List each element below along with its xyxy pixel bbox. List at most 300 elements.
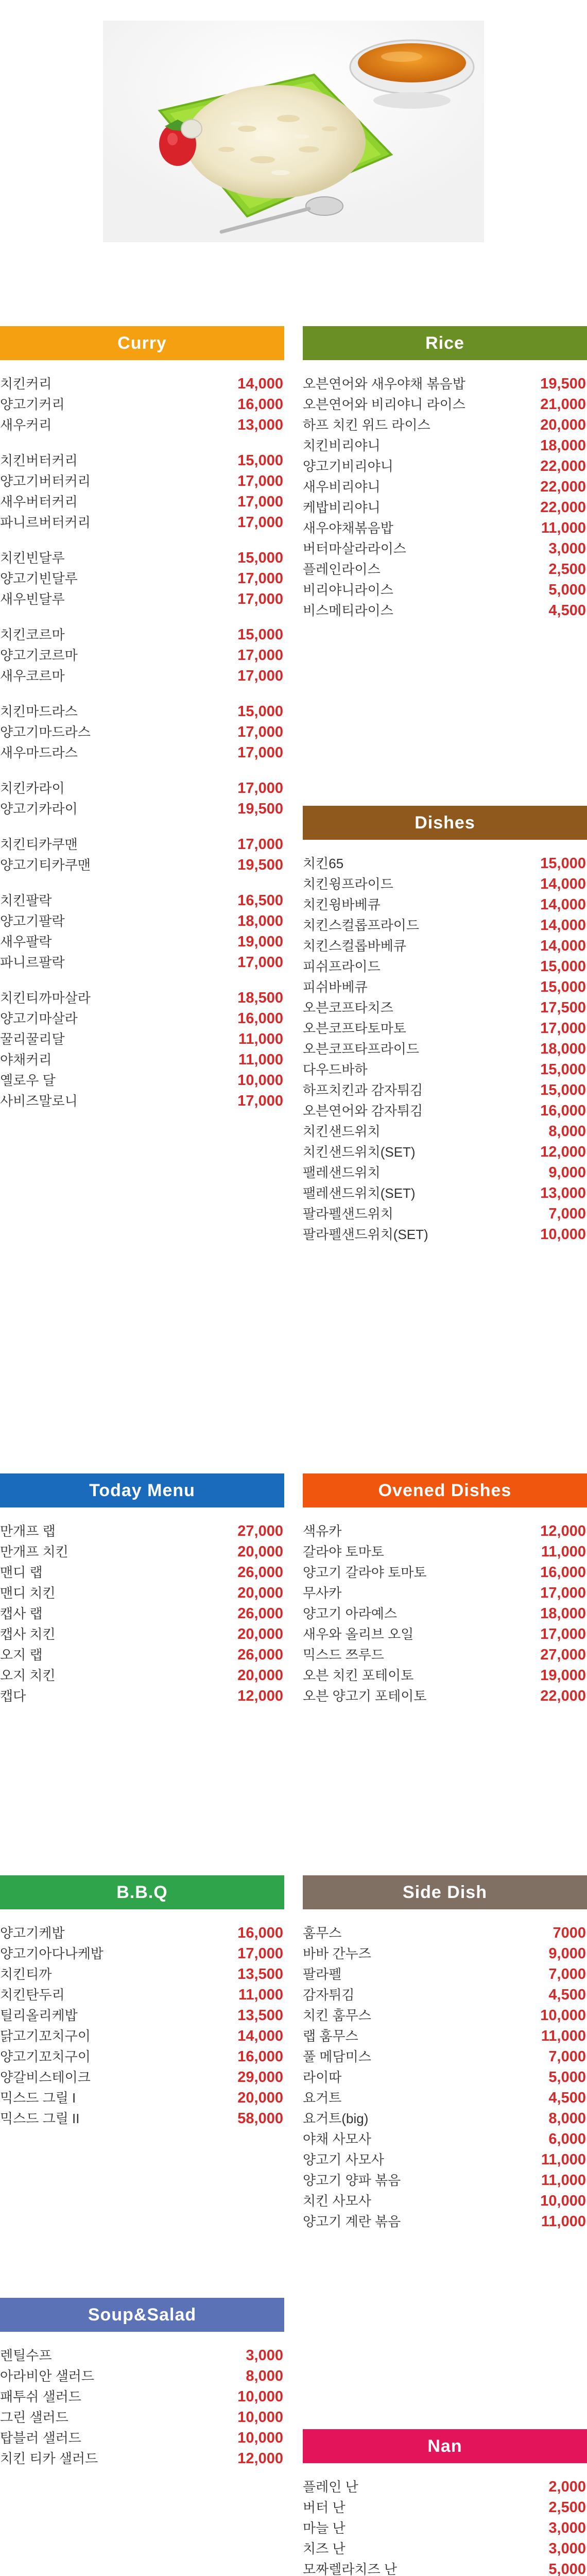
menu-item-price: 22,000	[540, 458, 586, 474]
menu-item-name: 양고기마살라	[0, 1011, 78, 1026]
menu-item-name: 치킨커리	[0, 376, 52, 392]
menu-item	[303, 1583, 587, 1603]
menu-item-price: 2,500	[548, 561, 586, 578]
menu-item-price: 17,000	[540, 1626, 586, 1642]
menu-item	[0, 799, 284, 819]
menu-item-name: 양갈비스테이크	[0, 2070, 91, 2085]
menu-item	[303, 1943, 587, 1964]
menu-item-name: 야채커리	[0, 1052, 52, 1067]
menu-item-name: 오븐연어와 비리야니 라이스	[303, 397, 465, 412]
menu-item-price: 17,000	[237, 744, 283, 761]
menu-item-name: 양고기비리야니	[303, 459, 393, 474]
menu-item-name: 치킨샌드위치	[303, 1124, 381, 1139]
menu-item	[303, 997, 587, 1018]
menu-item	[0, 1985, 284, 2005]
menu-item-name: 치킨빈달루	[0, 550, 65, 566]
menu-item-name: 오븐코프타치즈	[303, 1000, 393, 1015]
menu-item-price: 10,000	[237, 2409, 283, 2426]
menu-item	[0, 450, 284, 471]
group-spacer	[0, 819, 284, 834]
menu-item-price: 17,500	[540, 999, 586, 1016]
menu-item-price: 11,000	[541, 520, 586, 536]
group-spacer	[0, 973, 284, 988]
menu-item-name: 치킨스컬롭바베큐	[303, 938, 406, 954]
menu-item-price: 16,000	[540, 1564, 586, 1581]
menu-item-name: 팔라펠샌드위치(SET)	[303, 1227, 428, 1242]
menu-item-name: 치킨윙바베큐	[303, 897, 381, 912]
menu-item-list	[0, 374, 284, 1111]
menu-item-name: 양고기 양파 볶음	[303, 2173, 401, 2188]
menu-item-name: 버터 난	[303, 2500, 346, 2515]
menu-item	[0, 624, 284, 645]
menu-item-name: 하프 치킨 위드 라이스	[303, 417, 430, 433]
menu-item-price: 18,500	[237, 990, 283, 1006]
section-soup-salad	[0, 2298, 284, 2469]
menu-item	[303, 936, 587, 956]
menu-item-price: 19,000	[237, 934, 283, 950]
menu-item	[0, 2046, 284, 2067]
menu-item-list	[0, 1923, 284, 2129]
menu-item-name: 비리야니라이스	[303, 582, 393, 598]
menu-item	[303, 2149, 587, 2170]
menu-item-name: 패투쉬 샐러드	[0, 2389, 81, 2404]
menu-item-name: 치킨버터커리	[0, 453, 78, 468]
menu-item-price: 3,000	[548, 540, 586, 557]
menu-item-name: 새우와 올리브 오일	[303, 1626, 414, 1642]
menu-item-price: 20,000	[237, 1626, 283, 1642]
menu-item-name: 오븐 치킨 포테이토	[303, 1668, 414, 1683]
menu-item	[0, 1562, 284, 1583]
menu-item-price: 19,500	[237, 801, 283, 817]
menu-item-name: 오지 치킨	[0, 1668, 56, 1683]
menu-item	[303, 497, 587, 518]
menu-item-price: 17,000	[237, 591, 283, 607]
menu-item-price: 17,000	[237, 836, 283, 853]
menu-item	[303, 2026, 587, 2046]
menu-item-name: 치킨 티카 샐러드	[0, 2451, 98, 2466]
menu-item-price: 13,000	[540, 1185, 586, 1201]
group-spacer	[0, 609, 284, 624]
menu-item-name: 요거트	[303, 2090, 342, 2106]
menu-item-price: 16,000	[237, 1925, 283, 1941]
menu-item-name: 오븐코프타토마토	[303, 1021, 406, 1036]
menu-item	[303, 1541, 587, 1562]
menu-item-name: 양고기팔락	[0, 913, 65, 929]
menu-item	[0, 1665, 284, 1686]
menu-item	[0, 2366, 284, 2386]
menu-item	[0, 2448, 284, 2469]
section-side-dish	[303, 1875, 587, 2232]
menu-item-price: 4,500	[548, 602, 586, 619]
menu-item-name: 피쉬바베큐	[303, 979, 368, 995]
menu-item	[0, 1583, 284, 1603]
menu-item-price: 27,000	[540, 1647, 586, 1663]
menu-item-price: 15,000	[540, 1082, 586, 1098]
menu-item-price: 13,000	[237, 417, 283, 433]
menu-item	[303, 2067, 587, 2088]
section-rice	[303, 326, 587, 621]
menu-item-price: 11,000	[541, 2213, 586, 2230]
menu-item-price: 22,000	[540, 479, 586, 495]
menu-item	[0, 568, 284, 589]
menu-item-name: 믹스드 쯔루드	[303, 1647, 384, 1663]
menu-item-price: 5,000	[548, 582, 586, 598]
menu-item-name: 치킨티까마살라	[0, 990, 91, 1006]
menu-item-price: 20,000	[237, 1585, 283, 1601]
section-title-side-dish: Side Dish	[303, 1875, 587, 1909]
group-spacer	[0, 763, 284, 778]
menu-item-name: 새우야채볶음밥	[303, 520, 393, 536]
menu-item-name: 파니르버터커리	[0, 515, 91, 530]
menu-item	[303, 1162, 587, 1183]
menu-item-list	[303, 374, 587, 621]
menu-item	[0, 1943, 284, 1964]
menu-item-price: 12,000	[540, 1523, 586, 1539]
menu-item-price: 2,000	[548, 2479, 586, 2495]
menu-item	[0, 742, 284, 763]
group-spacer	[0, 875, 284, 890]
menu-item-price: 17,000	[237, 954, 283, 971]
menu-item-name: 닭고기꼬치구이	[0, 2028, 91, 2044]
section-title-soup-salad: Soup&Salad	[0, 2298, 284, 2332]
menu-item-price: 16,000	[237, 2048, 283, 2065]
menu-item	[303, 2477, 587, 2497]
menu-item	[303, 559, 587, 580]
menu-item-name: 오븐연어와 감자튀김	[303, 1103, 423, 1118]
group-spacer	[0, 686, 284, 701]
menu-item-name: 양고기 사모사	[303, 2152, 384, 2167]
menu-item-name: 다우드바하	[303, 1062, 368, 1077]
menu-item-name: 새우팔락	[0, 934, 52, 950]
menu-item	[0, 2088, 284, 2108]
menu-item	[303, 1645, 587, 1665]
menu-item-name: 옐로우 달	[0, 1073, 56, 1088]
menu-item-price: 58,000	[237, 2110, 283, 2127]
menu-item	[303, 1624, 587, 1645]
menu-item-price: 17,000	[540, 1585, 586, 1601]
menu-item-price: 15,000	[237, 703, 283, 720]
menu-item-price: 17,000	[237, 473, 283, 489]
menu-item	[0, 1645, 284, 1665]
menu-item	[0, 952, 284, 973]
menu-item-price: 16,500	[237, 892, 283, 909]
menu-item	[303, 2497, 587, 2518]
menu-item-price: 10,000	[540, 1226, 586, 1243]
menu-item-name: 풀 메담미스	[303, 2049, 371, 2064]
menu-item	[303, 1204, 587, 1224]
menu-item-name: 양고기꼬치구이	[0, 2049, 91, 2064]
menu-item-name: 모짜렐라치즈 난	[303, 2562, 398, 2576]
menu-item-name: 랩 훔무스	[303, 2028, 358, 2044]
menu-item-name: 양고기 갈라야 토마토	[303, 1565, 427, 1580]
menu-item	[303, 1059, 587, 1080]
menu-item	[303, 435, 587, 456]
section-title-nan: Nan	[303, 2429, 587, 2463]
section-title-rice: Rice	[303, 326, 587, 360]
menu-item-name: 치킨마드라스	[0, 704, 78, 719]
menu-item	[303, 518, 587, 538]
menu-item-name: 치킨스컬롭프라이드	[303, 918, 420, 933]
menu-item-name: 팰레샌드위치(SET)	[303, 1185, 416, 1201]
menu-item-name: 야채 사모사	[303, 2131, 371, 2147]
menu-item-price: 17,000	[237, 514, 283, 531]
menu-item-name: 치킨비리야니	[303, 438, 381, 453]
menu-item-name: 라이따	[303, 2070, 342, 2085]
menu-item-name: 양고기버터커리	[0, 473, 91, 489]
menu-item-price: 10,000	[540, 2193, 586, 2209]
menu-item	[0, 512, 284, 533]
menu-item-price: 19,000	[540, 1667, 586, 1684]
menu-item-name: 새우코르마	[0, 668, 65, 684]
menu-item-price: 9,000	[548, 1945, 586, 1962]
menu-item-price: 15,000	[237, 452, 283, 469]
menu-item	[303, 580, 587, 600]
menu-item-name: 감자튀김	[303, 1987, 355, 2003]
menu-item	[0, 2386, 284, 2407]
menu-item-price: 6,000	[548, 2131, 586, 2147]
menu-item-price: 15,000	[237, 550, 283, 566]
menu-item	[303, 600, 587, 621]
menu-item	[303, 1923, 587, 1943]
menu-item	[303, 1686, 587, 1706]
menu-item	[0, 415, 284, 435]
menu-item	[0, 890, 284, 911]
menu-item-price: 2,500	[548, 2499, 586, 2516]
menu-item-price: 7,000	[548, 1206, 586, 1222]
menu-item-name: 치킨샌드위치(SET)	[303, 1144, 416, 1160]
menu-item-price: 11,000	[541, 2028, 586, 2044]
menu-item-price: 3,000	[246, 2347, 283, 2364]
menu-item-price: 14,000	[237, 2028, 283, 2044]
menu-item-name: 렌틸수프	[0, 2348, 52, 2363]
menu-item-name: 믹스드 그릴 I	[0, 2090, 76, 2106]
menu-item-price: 11,000	[238, 1031, 283, 1047]
menu-item	[0, 2108, 284, 2129]
menu-item-name: 캡사 치킨	[0, 1626, 56, 1642]
menu-item-price: 17,000	[540, 1020, 586, 1037]
menu-item-price: 26,000	[237, 1605, 283, 1622]
group-spacer	[0, 533, 284, 548]
menu-item-name: 그린 샐러드	[0, 2410, 68, 2425]
menu-item-price: 12,000	[237, 1688, 283, 1704]
menu-item-price: 5,000	[548, 2561, 586, 2576]
menu-item	[303, 2088, 587, 2108]
menu-item	[0, 471, 284, 492]
menu-item-price: 20,000	[237, 1544, 283, 1560]
menu-item	[303, 2538, 587, 2559]
menu-item	[303, 1100, 587, 1121]
menu-item-price: 5,000	[548, 2069, 586, 2086]
menu-item-name: 새우비리야니	[303, 479, 381, 495]
menu-item	[303, 956, 587, 977]
menu-item-price: 15,000	[540, 979, 586, 995]
menu-item-price: 4,500	[548, 2090, 586, 2106]
menu-item	[303, 1039, 587, 1059]
menu-item-price: 10,000	[540, 2007, 586, 2024]
menu-item	[0, 1049, 284, 1070]
menu-item-name: 양고기커리	[0, 397, 65, 412]
menu-item	[0, 2005, 284, 2026]
menu-item-name: 무사카	[303, 1585, 342, 1601]
menu-item-name: 오븐연어와 새우야채 볶음밥	[303, 376, 465, 392]
menu-item	[0, 2407, 284, 2428]
menu-item-price: 8,000	[548, 1123, 586, 1140]
rice-plate-illustration	[0, 0, 587, 289]
section-curry	[0, 326, 284, 1111]
menu-item-name: 케밥비리야니	[303, 500, 381, 515]
menu-item-price: 8,000	[548, 2110, 586, 2127]
menu-item-name: 양고기빈달루	[0, 571, 78, 586]
menu-item	[303, 394, 587, 415]
menu-item-name: 치킨탄두리	[0, 1987, 65, 2003]
menu-item-price: 14,000	[540, 938, 586, 954]
menu-item-name: 양고기아다나케밥	[0, 1946, 103, 1961]
menu-item-name: 치킨윙프라이드	[303, 876, 393, 892]
menu-item-name: 새우마드라스	[0, 745, 78, 760]
group-spacer	[0, 435, 284, 450]
menu-item	[303, 1018, 587, 1039]
menu-item-name: 요거트(big)	[303, 2111, 369, 2126]
menu-item-price: 15,000	[540, 958, 586, 975]
menu-item	[303, 1121, 587, 1142]
menu-item	[303, 2518, 587, 2538]
menu-item-price: 13,500	[237, 1966, 283, 1982]
menu-item-name: 새우빈달루	[0, 591, 65, 607]
menu-item-name: 팰레샌드위치	[303, 1165, 381, 1180]
menu-item-name: 플레인 난	[303, 2479, 358, 2495]
menu-item-name: 버터마살라라이스	[303, 541, 406, 556]
menu-item	[0, 701, 284, 722]
menu-item-price: 17,000	[237, 570, 283, 587]
menu-item-price: 22,000	[540, 1688, 586, 1704]
menu-item-name: 틸리올리케밥	[0, 2008, 78, 2023]
menu-item-name: 꿀리꿀리달	[0, 1031, 65, 1047]
menu-item-list	[303, 1521, 587, 1706]
menu-item-price: 17,000	[237, 647, 283, 664]
menu-item	[303, 1183, 587, 1204]
menu-item-name: 아라비안 샐러드	[0, 2368, 95, 2384]
menu-item-list	[303, 853, 587, 1245]
menu-item-price: 14,000	[540, 917, 586, 934]
menu-item-name: 양고기케밥	[0, 1925, 65, 1941]
menu-item-name: 양고기티카쿠맨	[0, 857, 91, 873]
menu-item	[303, 977, 587, 997]
menu-item-name: 만개프 랩	[0, 1523, 56, 1539]
section-title-curry: Curry	[0, 326, 284, 360]
menu-item-name: 치킨65	[303, 856, 344, 871]
hero-food-photo	[0, 0, 587, 289]
menu-item-list	[303, 2477, 587, 2576]
menu-item-name: 치킨티까	[0, 1967, 52, 1982]
menu-item	[0, 548, 284, 568]
menu-item-price: 13,500	[237, 2007, 283, 2024]
section-title-bbq: B.B.Q	[0, 1875, 284, 1909]
menu-item	[0, 855, 284, 875]
menu-item	[303, 874, 587, 894]
menu-item	[0, 778, 284, 799]
menu-item-price: 8,000	[246, 2368, 283, 2384]
menu-item-name: 탑블러 샐러드	[0, 2430, 81, 2446]
menu-item-price: 11,000	[238, 1987, 283, 2003]
menu-item-price: 18,000	[540, 1041, 586, 1057]
menu-item-name: 맨디 치킨	[0, 1585, 56, 1601]
menu-item	[0, 2067, 284, 2088]
menu-item	[303, 853, 587, 874]
menu-item	[303, 1080, 587, 1100]
menu-item	[0, 666, 284, 686]
menu-item-price: 17,000	[237, 494, 283, 510]
menu-item-name: 치킨코르마	[0, 627, 65, 642]
section-dishes	[303, 806, 587, 1245]
menu-item-name: 오지 랩	[0, 1647, 43, 1663]
menu-item	[303, 2170, 587, 2191]
menu-item-name: 사비즈말로니	[0, 1093, 78, 1109]
menu-item-name: 양고기 계란 볶음	[303, 2214, 401, 2229]
menu-item-price: 21,000	[540, 396, 586, 413]
menu-item	[0, 911, 284, 931]
menu-item-name: 치킨 훔무스	[303, 2008, 371, 2023]
menu-item-price: 18,000	[540, 437, 586, 454]
menu-item	[0, 2345, 284, 2366]
menu-item	[0, 1686, 284, 1706]
menu-item-price: 10,000	[237, 2430, 283, 2446]
menu-item-name: 믹스드 그릴 II	[0, 2111, 80, 2126]
menu-item	[0, 988, 284, 1008]
menu-item	[303, 477, 587, 497]
menu-item-price: 3,000	[548, 2540, 586, 2557]
menu-item	[0, 589, 284, 609]
menu-item-name: 파니르팔락	[0, 955, 65, 970]
menu-item	[303, 2005, 587, 2026]
menu-item-name: 오븐 양고기 포테이토	[303, 1688, 427, 1704]
menu-item-name: 훔무스	[303, 1925, 342, 1941]
menu-item-price: 18,000	[540, 1605, 586, 1622]
menu-item-name: 오븐코프타프라이드	[303, 1041, 420, 1057]
menu-item	[0, 834, 284, 855]
menu-item-name: 치킨티카쿠맨	[0, 837, 78, 852]
menu-item-name: 치킨팔락	[0, 893, 52, 908]
menu-item-price: 26,000	[237, 1647, 283, 1663]
menu-item-price: 11,000	[541, 2151, 586, 2168]
menu-item-price: 7,000	[548, 2048, 586, 2065]
menu-item	[303, 1562, 587, 1583]
menu-item-price: 14,000	[540, 876, 586, 892]
menu-item	[303, 1665, 587, 1686]
section-nan	[303, 2429, 587, 2576]
menu-item-price: 15,000	[540, 855, 586, 872]
menu-item-price: 15,000	[540, 1061, 586, 1078]
menu-item-name: 치킨 사모사	[303, 2193, 371, 2209]
menu-item	[0, 1603, 284, 1624]
menu-item-price: 17,000	[237, 780, 283, 796]
section-title-today-menu: Today Menu	[0, 1473, 284, 1507]
menu-item	[303, 1142, 587, 1162]
menu-item-name: 팔라펠샌드위치	[303, 1206, 393, 1222]
menu-item-name: 양고기코르마	[0, 648, 78, 663]
menu-item-name: 색유카	[303, 1523, 342, 1539]
menu-item-price: 17,000	[237, 1945, 283, 1962]
section-title-dishes: Dishes	[303, 806, 587, 840]
menu-item-price: 27,000	[237, 1523, 283, 1539]
menu-item	[0, 2026, 284, 2046]
menu-item-name: 갈라야 토마토	[303, 1544, 384, 1560]
menu-item	[0, 394, 284, 415]
menu-item	[303, 2211, 587, 2232]
menu-item-price: 7,000	[548, 1966, 586, 1982]
menu-item-name: 치킨카라이	[0, 781, 65, 796]
menu-item-price: 16,000	[540, 1103, 586, 1119]
menu-item-name: 하프치킨과 감자튀김	[303, 1082, 423, 1098]
